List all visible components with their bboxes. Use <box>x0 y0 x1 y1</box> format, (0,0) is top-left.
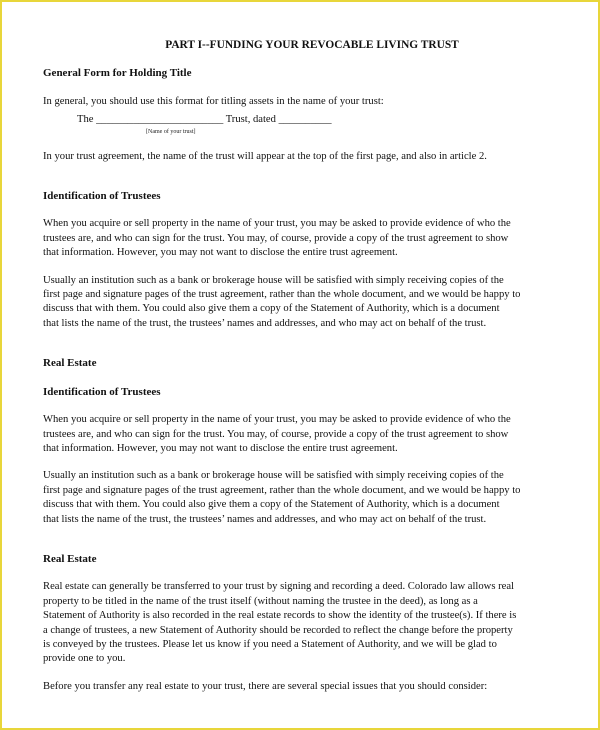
text-line: that information. However, you may not want to disclose the entire trust agreement. <box>43 442 398 454</box>
text-line: a change of trustees, a new Statement of Authority should be recorded to reflect the change before the property <box>43 624 513 636</box>
trust-name-caption: [Name of your trust] <box>146 128 196 135</box>
text-line: Usually an institution such as a bank or brokerage house will be satisfied with simply receiving copies of the <box>43 470 504 482</box>
text-line: Statement of Authority is also recorded in the real estate records to show the identity of the trustee(s). If there is <box>43 610 517 622</box>
text-line: that information. However, you may not want to disclose the entire trust agreement. <box>43 247 398 259</box>
real-estate-paragraph-2: Before you transfer any real estate to your trust, there are several special issues that you should consider: <box>43 680 488 692</box>
title-form-line: The ________________________ Trust, dated __________ <box>77 114 332 126</box>
general-form-intro: In general, you should use this format for titling assets in the name of your trust: <box>43 95 384 107</box>
text-line: first page and signature pages of the trust agreement, rather than the whole document, and we would be happy to <box>43 484 521 496</box>
text-line: first page and signature pages of the trust agreement, rather than the whole document, and we would be happy to <box>43 289 521 301</box>
text-line: trustees are, and who can sign for the trust. You may, of course, provide a copy of the trust agreement to show <box>43 428 509 440</box>
document-title: PART I--FUNDING YOUR REVOCABLE LIVING TRUST <box>165 39 459 51</box>
text-line: When you acquire or sell property in the name of your trust, you may be asked to provide evidence of who the <box>43 218 511 230</box>
trustees-1-paragraph-2 <box>43 274 573 332</box>
text-line: When you acquire or sell property in the name of your trust, you may be asked to provide evidence of who the <box>43 414 511 426</box>
trustees-1-paragraph-1 <box>43 217 573 260</box>
text-line: that lists the name of the trust, the trustees’ names and addresses, and who may act on behalf of the trust. <box>43 513 487 525</box>
trustees-2-paragraph-1 <box>43 413 573 456</box>
document-body <box>43 38 573 707</box>
text-line: Real estate can generally be transferred to your trust by signing and recording a deed. Colorado law allows real <box>43 581 514 593</box>
section-heading-trustees-2: Identification of Trustees <box>43 385 161 398</box>
text-line: is conveyed by the trustees. Please let us know if you need a Statement of Authority, and we will be glad to <box>43 638 497 650</box>
text-line: provide one to you. <box>43 653 126 665</box>
section-heading-real-estate-1: Real Estate <box>43 357 97 370</box>
trustees-2-paragraph-2 <box>43 469 573 527</box>
section-heading-general-form: General Form for Holding Title <box>43 67 192 80</box>
text-line: discuss that with them. You could also give them a copy of the Statement of Authority, which is a document <box>43 303 500 315</box>
text-line: property to be titled in the name of the trust itself (without naming the trustee in the deed), as long as a <box>43 595 478 607</box>
section-heading-trustees-1: Identification of Trustees <box>43 190 161 203</box>
section-heading-real-estate-2: Real Estate <box>43 552 97 565</box>
text-line: Usually an institution such as a bank or brokerage house will be satisfied with simply receiving copies of the <box>43 274 504 286</box>
general-form-after: In your trust agreement, the name of the trust will appear at the top of the first page, and also in article 2. <box>43 150 487 162</box>
text-line: trustees are, and who can sign for the trust. You may, of course, provide a copy of the trust agreement to show <box>43 232 509 244</box>
text-line: discuss that with them. You could also give them a copy of the Statement of Authority, which is a document <box>43 499 500 511</box>
real-estate-paragraph-1 <box>43 580 573 666</box>
text-line: that lists the name of the trust, the trustees’ names and addresses, and who may act on behalf of the trust. <box>43 317 487 329</box>
